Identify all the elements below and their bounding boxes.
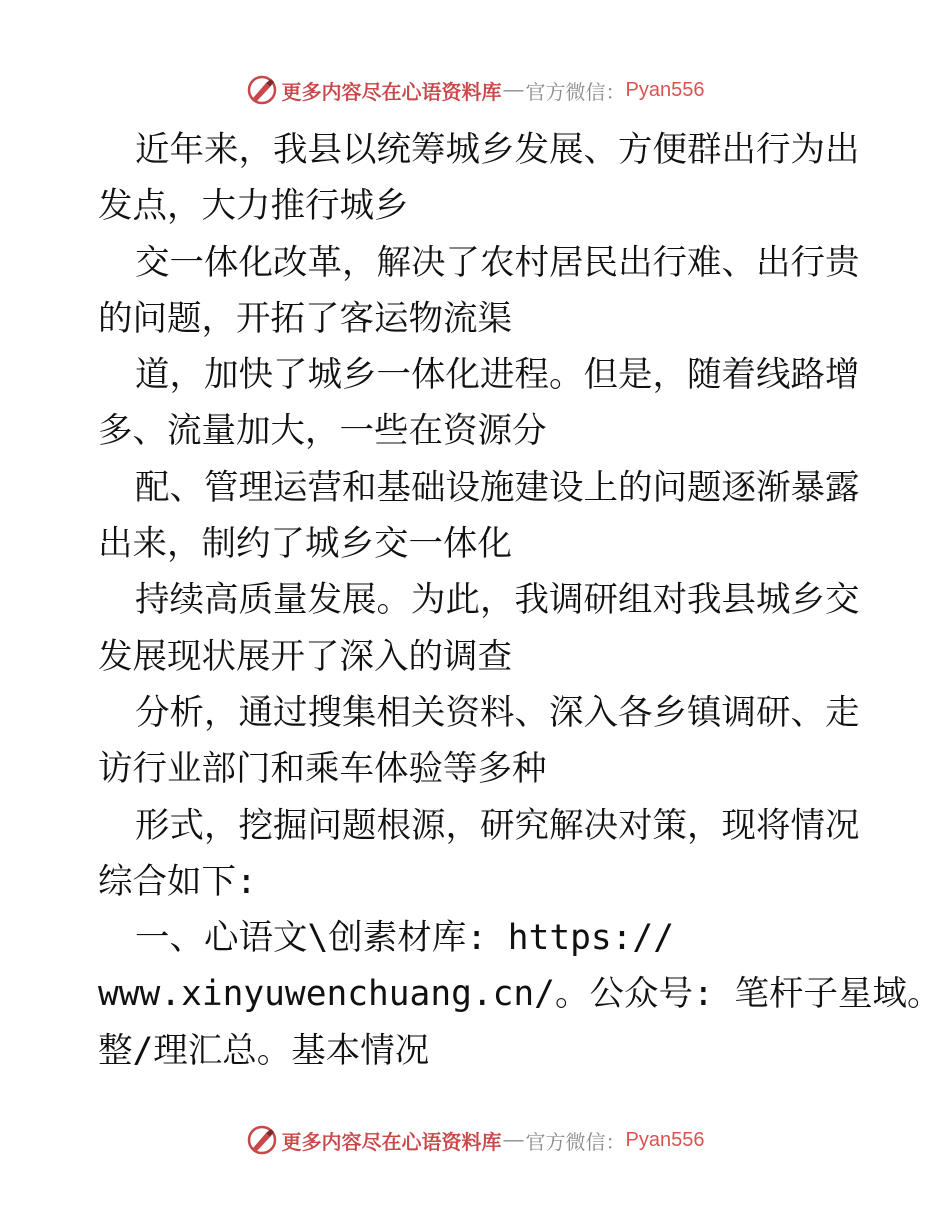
body-line: 发展现状展开了深入的调查 xyxy=(98,636,512,677)
body-line: 形式，挖掘问题根源，研究解决对策，现将情况 xyxy=(135,805,860,846)
pen-nib-logo-icon xyxy=(246,74,278,106)
body-line: 近年来，我县以统筹城乡发展、方便群出行为出 xyxy=(135,130,860,170)
banner-dash: — xyxy=(503,1128,524,1151)
body-line: 整/理汇总。基本情况 xyxy=(98,1030,430,1071)
body-line: 交一体化改革，解决了农村居民出行难、出行贵 xyxy=(135,242,860,283)
banner-main-text: 更多内容尽在心语资料库 xyxy=(281,79,502,104)
banner-main-text: 更多内容尽在心语资料库 xyxy=(281,1129,502,1154)
document-body xyxy=(98,122,942,1079)
body-line: 分析，通过搜集相关资料、深入各乡镇调研、走 xyxy=(135,692,860,733)
banner-wechat-id: Pyan556 xyxy=(625,78,705,101)
body-line: 综合如下: xyxy=(98,861,257,902)
body-line: 发点，大力推行城乡 xyxy=(98,186,409,227)
body-line: 的问题，开拓了客运物流渠 xyxy=(98,298,512,339)
section-heading: 一、心语文\创素材库: https:// xyxy=(135,918,674,959)
body-line: 出来，制约了城乡交一体化 xyxy=(98,524,512,565)
banner-wechat-id: Pyan556 xyxy=(625,1128,705,1151)
body-line: 访行业部门和乘车体验等多种 xyxy=(98,749,547,790)
header-watermark-banner xyxy=(0,70,950,110)
body-line: www.xinyuwenchuang.cn/。公众号: 笔杆子星域。 xyxy=(98,974,942,1015)
body-line: 道，加快了城乡一体化进程。但是，随着线路增 xyxy=(135,355,860,396)
pen-nib-logo-icon xyxy=(246,1124,278,1156)
body-line: 多、流量加大，一些在资源分 xyxy=(98,411,547,452)
banner-dash: — xyxy=(503,78,524,101)
footer-watermark-banner xyxy=(0,1120,950,1160)
banner-wechat-label: 官方微信： xyxy=(525,79,626,104)
body-line: 持续高质量发展。为此，我调研组对我县城乡交 xyxy=(135,580,860,621)
banner-wechat-label: 官方微信： xyxy=(525,1129,626,1154)
body-line: 配、管理运营和基础设施建设上的问题逐渐暴露 xyxy=(135,467,860,508)
